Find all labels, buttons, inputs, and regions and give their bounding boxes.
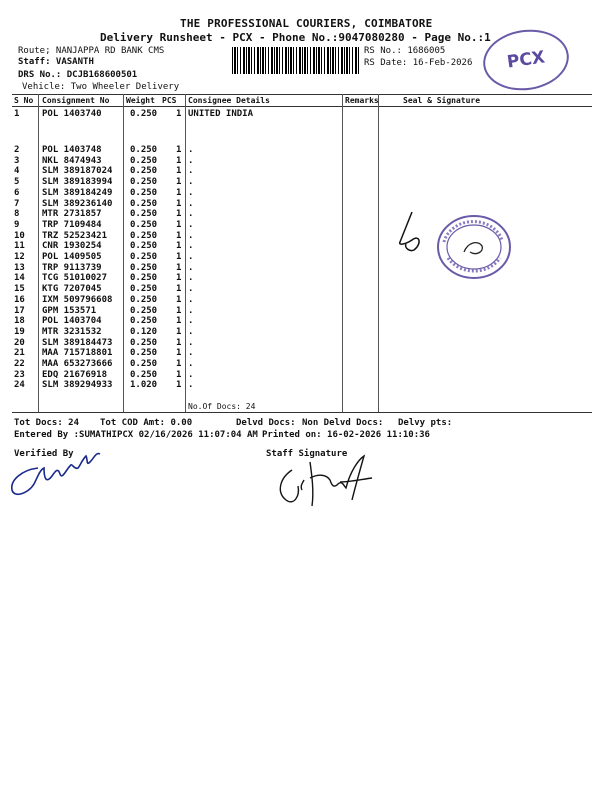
row-sno: 22 xyxy=(14,359,25,369)
row-pcs: 1 xyxy=(176,262,182,273)
row-consignee: . xyxy=(188,337,194,348)
row-sno: 8 xyxy=(14,209,20,220)
row-weight: 0.250 xyxy=(130,145,158,155)
row-weight: 0.250 xyxy=(130,348,158,359)
row-consignee: . xyxy=(188,262,194,273)
row-weight: 0.250 xyxy=(130,155,158,166)
delivered-docs: Delvd Docs: xyxy=(236,418,296,428)
row-weight: 0.250 xyxy=(130,294,158,305)
row-consignee: . xyxy=(188,177,194,188)
row-sno: 6 xyxy=(14,187,20,198)
row-pcs: 1 xyxy=(176,273,182,284)
row-weight: 0.250 xyxy=(130,241,158,252)
vehicle-label: Vehicle: Two Wheeler Delivery xyxy=(22,82,180,92)
row-consignment-no: NKL 8474943 xyxy=(42,155,102,166)
row-weight: 0.250 xyxy=(130,187,158,198)
row-consignee: . xyxy=(188,273,194,284)
row-pcs: 1 xyxy=(176,380,182,391)
row-consignment-no: SLM 389236140 xyxy=(42,198,113,209)
row-pcs: 1 xyxy=(176,177,182,188)
row-weight: 0.250 xyxy=(130,359,158,369)
row-sno: 16 xyxy=(14,294,25,305)
row-weight: 0.250 xyxy=(130,219,158,230)
row-sno: 3 xyxy=(14,155,20,166)
col-header-weight: Weight xyxy=(126,96,155,105)
row-consignee: . xyxy=(188,155,194,166)
row-consignment-no: MAA 715718801 xyxy=(42,348,113,359)
row-sno: 23 xyxy=(14,369,25,380)
staff-label: Staff: VASANTH xyxy=(18,57,94,67)
row-pcs: 1 xyxy=(176,252,182,262)
row-consignment-no: KTG 7207045 xyxy=(42,284,102,295)
row-consignee: . xyxy=(188,316,194,327)
row-weight: 0.250 xyxy=(130,262,158,273)
row-consignee: . xyxy=(188,198,194,209)
staff-signature-label: Staff Signature xyxy=(266,449,348,459)
staff-signature xyxy=(280,456,372,506)
row-consignment-no: SLM 389294933 xyxy=(42,380,113,391)
drs-number: DRS No.: DCJB168600501 xyxy=(18,70,138,80)
row-pcs: 1 xyxy=(176,284,182,295)
row-weight: 0.250 xyxy=(130,166,158,177)
row-consignment-no: POL 1403748 xyxy=(42,145,102,155)
row-sno: 2 xyxy=(14,145,20,155)
row-consignment-no: TCG 51010027 xyxy=(42,273,108,284)
row-consignment-no: MTR 3231532 xyxy=(42,326,102,337)
row-pcs: 1 xyxy=(176,198,182,209)
row-pcs: 1 xyxy=(176,326,182,337)
row-sno: 1 xyxy=(14,109,20,119)
row-sno: 17 xyxy=(14,305,25,316)
col-header-remarks: Remarks xyxy=(345,96,379,105)
total-docs: Tot Docs: 24 xyxy=(14,418,80,428)
row-pcs: 1 xyxy=(176,187,182,198)
col-header-consignee: Consignee Details xyxy=(188,96,270,105)
row-pcs: 1 xyxy=(176,348,182,359)
row-consignee: . xyxy=(188,219,194,230)
row-consignment-no: MTR 2731857 xyxy=(42,209,102,220)
entered-by: Entered By :SUMATHIPCX 02/16/2026 11:07:04 AM xyxy=(14,430,258,440)
row-pcs: 1 xyxy=(176,316,182,327)
row-weight: 0.120 xyxy=(130,326,158,337)
row-consignment-no: TRP 9113739 xyxy=(42,262,102,273)
company-seal-icon xyxy=(434,212,514,282)
row-pcs: 1 xyxy=(176,359,182,369)
row-consignee: . xyxy=(188,230,194,241)
row-sno: 5 xyxy=(14,177,20,188)
col-header-seal: Seal & Signature xyxy=(403,96,481,105)
verified-by-label: Verified By xyxy=(14,449,74,459)
row-weight: 0.250 xyxy=(130,369,158,380)
row-consignee: . xyxy=(188,145,194,155)
row-weight: 0.250 xyxy=(130,316,158,327)
col-header-sno: S No xyxy=(14,96,34,105)
row-consignment-no: SLM 389184473 xyxy=(42,337,113,348)
row-consignment-no: IXM 509796608 xyxy=(42,294,113,305)
row-sno: 4 xyxy=(14,166,20,177)
row-sno: 7 xyxy=(14,198,20,209)
row-pcs: 1 xyxy=(176,209,182,220)
row-consignee: . xyxy=(188,369,194,380)
row-consignment-no: SLM 389183994 xyxy=(42,177,113,188)
row-consignee: . xyxy=(188,294,194,305)
row-sno: 18 xyxy=(14,316,25,327)
row-sno: 9 xyxy=(14,219,20,230)
row-sno: 15 xyxy=(14,284,25,295)
row-sno: 14 xyxy=(14,273,25,284)
docs-count: No.Of Docs: 24 xyxy=(188,402,256,411)
row-sno: 11 xyxy=(14,241,25,252)
row-consignee: UNITED INDIA xyxy=(188,109,254,119)
printed-on: Printed on: 16-02-2026 11:10:36 xyxy=(262,430,430,440)
row-weight: 0.250 xyxy=(130,305,158,316)
row-weight: 0.250 xyxy=(130,284,158,295)
row-consignee: . xyxy=(188,187,194,198)
check-mark xyxy=(400,212,419,251)
row-pcs: 1 xyxy=(176,219,182,230)
row-consignee: . xyxy=(188,209,194,220)
delivery-points: Delvy pts: xyxy=(398,418,453,428)
row-sno: 13 xyxy=(14,262,25,273)
verifier-signature xyxy=(12,454,100,495)
row-sno: 10 xyxy=(14,230,25,241)
non-delivered-docs: Non Delvd Docs: xyxy=(302,418,384,428)
row-consignee: . xyxy=(188,326,194,337)
rs-date: RS Date: 16-Feb-2026 xyxy=(364,58,473,68)
row-weight: 0.250 xyxy=(130,252,158,262)
row-pcs: 1 xyxy=(176,155,182,166)
row-consignment-no: TRP 7109484 xyxy=(42,219,102,230)
total-cod: Tot COD Amt: 0.00 xyxy=(100,418,193,428)
page-subtitle: Delivery Runsheet - PCX - Phone No.:9047080280 - Page No.:1 xyxy=(100,31,491,44)
row-sno: 12 xyxy=(14,252,25,262)
row-consignment-no: GPM 153571 xyxy=(42,305,97,316)
row-pcs: 1 xyxy=(176,109,182,119)
row-pcs: 1 xyxy=(176,230,182,241)
row-weight: 0.250 xyxy=(130,198,158,209)
row-pcs: 1 xyxy=(176,294,182,305)
row-consignee: . xyxy=(188,241,194,252)
row-sno: 20 xyxy=(14,337,25,348)
rs-number: RS No.: 1686005 xyxy=(364,46,446,56)
row-consignee: . xyxy=(188,166,194,177)
row-sno: 24 xyxy=(14,380,25,391)
route-label: Route; NANJAPPA RD BANK CMS xyxy=(18,46,165,56)
col-header-pcs: PCS xyxy=(162,96,177,105)
row-consignment-no: EDQ 21676918 xyxy=(42,369,108,380)
col-header-consignment: Consignment No xyxy=(42,96,110,105)
row-pcs: 1 xyxy=(176,145,182,155)
row-consignment-no: SLM 389184249 xyxy=(42,187,113,198)
row-weight: 0.250 xyxy=(130,177,158,188)
row-sno: 19 xyxy=(14,326,25,337)
row-pcs: 1 xyxy=(176,337,182,348)
row-consignee: . xyxy=(188,305,194,316)
row-consignment-no: CNR 1930254 xyxy=(42,241,102,252)
row-sno: 21 xyxy=(14,348,25,359)
row-consignment-no: MAA 653273666 xyxy=(42,359,113,369)
row-consignment-no: TRZ 52523421 xyxy=(42,230,108,241)
row-pcs: 1 xyxy=(176,305,182,316)
row-consignment-no: POL 1403704 xyxy=(42,316,102,327)
row-pcs: 1 xyxy=(176,166,182,177)
row-weight: 1.020 xyxy=(130,380,158,391)
row-weight: 0.250 xyxy=(130,109,158,119)
row-consignee: . xyxy=(188,380,194,391)
row-weight: 0.250 xyxy=(130,273,158,284)
row-consignment-no: POL 1409505 xyxy=(42,252,102,262)
page-title: THE PROFESSIONAL COURIERS, COIMBATORE xyxy=(180,17,433,30)
row-consignment-no: SLM 389187024 xyxy=(42,166,113,177)
row-consignment-no: POL 1403740 xyxy=(42,109,102,119)
row-consignee: . xyxy=(188,284,194,295)
row-consignee: . xyxy=(188,348,194,359)
pcx-stamp: PCX xyxy=(479,24,573,95)
row-consignee: . xyxy=(188,252,194,262)
row-pcs: 1 xyxy=(176,241,182,252)
row-pcs: 1 xyxy=(176,369,182,380)
row-weight: 0.250 xyxy=(130,209,158,220)
row-weight: 0.250 xyxy=(130,230,158,241)
row-weight: 0.250 xyxy=(130,337,158,348)
row-consignee: . xyxy=(188,359,194,369)
